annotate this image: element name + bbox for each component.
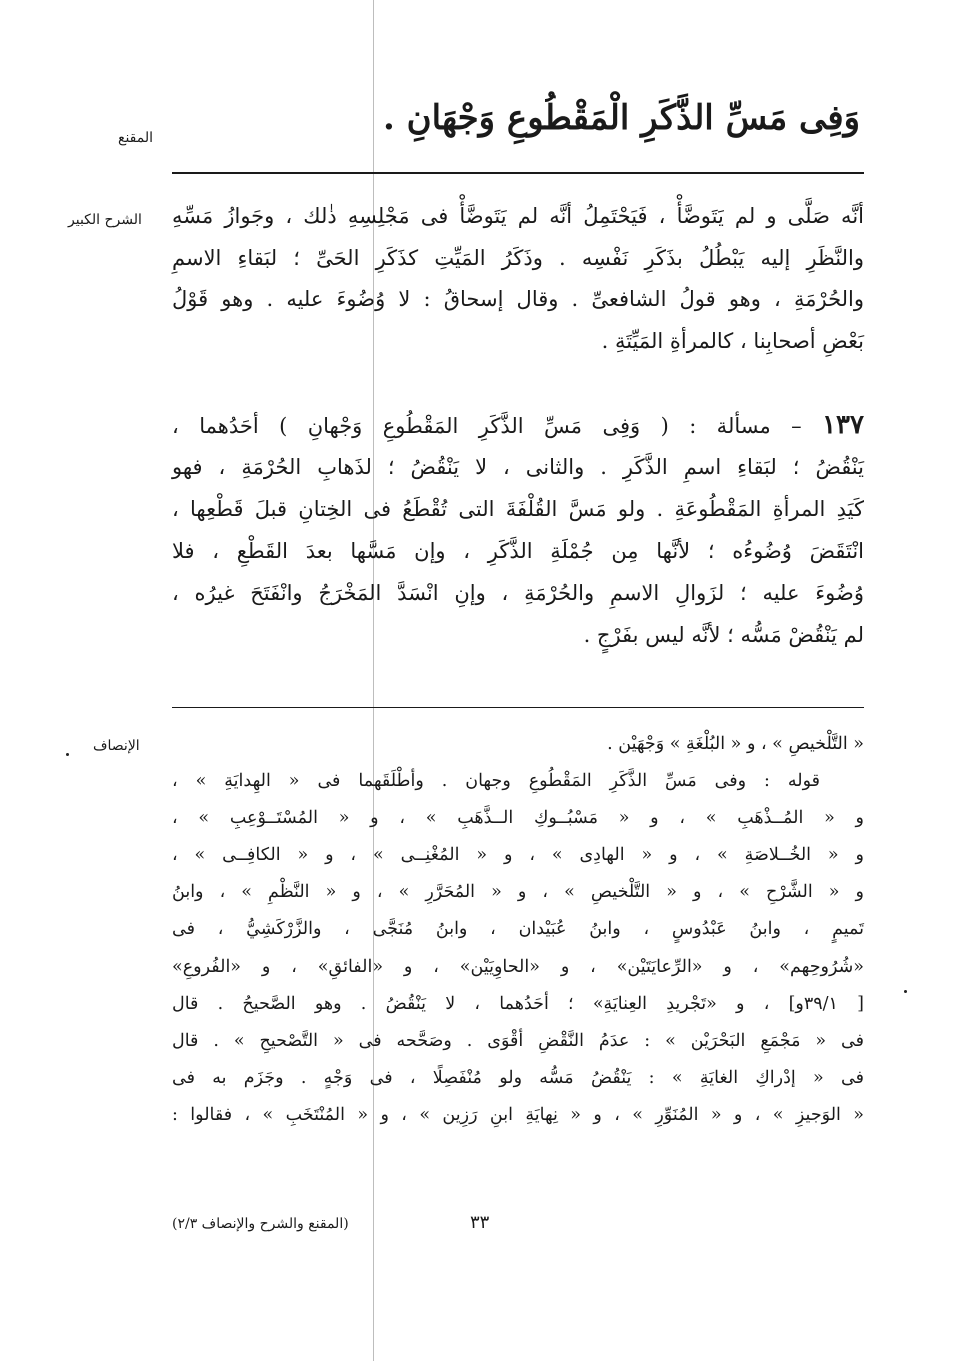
sharh-line: أنَّه صَلَّى و لم يَتَوضَّأْ ، فَيَحْتَمِلُ أنَّه لم يَتَوضَّأْ فى مَجْلِسِهِ ذٰلك ، وجَوازُ مَسِّهِ [172,204,864,228]
title-divider [172,172,864,174]
insaf-line: قوله : وفى مَسِّ الذَّكَرِ المَقْطُوعِ وجهان . وأطْلَقَهما فى « الهِدايَةِ » ، [172,771,820,792]
insaf-line: « التَّلْخيصِ » ، و « البُلْغَةِ » وَجْهَيْن . [607,734,864,754]
page-number: ٣٣ [470,1212,490,1233]
insaf-line: و « الخُــلاصَةِ » ، و « الهادِى » ، و « المُغْنِــى » ، و « الكافِــى » ، [172,845,864,866]
sharh-text-block [172,196,864,362]
sharh-line: بَعْضِ أصحابِنا ، كالمرأةِ المَيِّتَةِ . [601,328,864,353]
insaf-line: و « الشَّرْحِ » ، و « التَّلْخيصِ » ، و « المُحَرَّرِ » ، و « النَّظْمِ » ، وابنُ [172,882,864,903]
masala-line: يَنْقُضُ ؛ لبَقاءِ اسمِ الذَّكَرِ . والثانى ، لا يَنْقُضُ ؛ لذَهابِ الحُرْمَةِ ، فهو [172,455,864,479]
insaf-line: فى « مَجْمَعِ البَحْرَيْن » : عدَمُ النَّقْضِ أقْوَى . وصَحَّحه فى « التَّصْحيحِ » . قال [172,1030,864,1051]
masala-number: ١٣٧ [822,410,864,440]
side-label-insaf: الإنصاف [93,738,140,754]
insaf-line: « الوَجيزِ » ، و « المُنَوِّرِ » ، و « نِهايَةِ ابنِ رَزِين » ، و « المُنْتَخَبِ » ، فقالوا : [172,1104,864,1125]
side-label-muqni: المقنع [118,130,154,146]
insaf-line: تَميمٍ ، وابنُ عَبْدُوسٍ ، وابنُ عُبَيْدان ، وابنُ مُنَجَّى ، والزَّرْكَشِيُّ ، فى [172,919,864,940]
insaf-line: و « المُــذْهَبِ » ، و « مَسْبُــوكِ الــذَّهَبِ » ، و « المُسْتَــوْعِبِ » ، [172,808,864,829]
section-divider [172,707,864,708]
insaf-text-block [172,726,864,1134]
masala-heading: – مسألة : ( وَفِى مَسِّ الذَّكَرِ المَقْطُوعِ وَجْهانِ ) أحَدُهما ، [172,414,802,438]
masala-line: وُضُوءَ عليه ؛ لزَوالِ الاسمِ والحُرْمَةِ ، وإنِ انْسَدَّ المَخْرَجُ وانْفَتَحَ غيرُه ، [172,581,864,605]
insaf-line: فى « إدْراكِ الغايَةِ » : يَنْقُضُ مَسُّه ولو مُنْفَصِلًا ، فى وَجْهٍ . وجَزَم به فى [172,1067,864,1088]
masala-text-block [172,404,864,656]
masala-line: كَيَدِ المرأةِ المَقْطُوعَةِ . ولو مَسَّ القُلْفَةَ التى تُقْطَعُ فى الخِتانِ قبلَ قَطْعِها ، [172,497,864,521]
masala-line [172,404,864,446]
page-title: وَفِى مَسِّ الذَّكَرِ الْمَقْطُوعِ وَجْهَانِ . [382,98,860,138]
sharh-line: والحُرْمَةِ ، وهو قولُ الشافعىِّ . وقال إسحاقُ : لا وُضُوءَ عليه . وهو قَوْلُ [172,287,864,311]
book-reference: (المقنع والشرح والإنصاف ٢/٣) [172,1216,349,1232]
speck-mark [904,990,907,993]
insaf-line: «شُرُوحِهم» ، و «الرِّعايَتَيْن» ، و «الحاوِيَيْن» ، و «الفائقِ» ، و «الفُروعِ» [172,956,864,977]
speck-mark [66,753,69,756]
insaf-line: [ ٣٩/١و] ، و «تَجْريدِ العِنايَةِ» ؛ أحَدُهما ، لا يَنْقُضُ . وهو الصَّحيحُ . قال [172,993,865,1014]
masala-line: انْتَقَضَ وُضُوءُه ؛ لأنَّها مِن جُمْلَةِ الذَّكَرِ ، وإن مَسَّها بعدَ القَطْعِ ، فلا [172,539,864,563]
sharh-line: والنَّظَرِ إليه يَبْطُلُ بذَكَرِ نَفْسِه . وذَكَرُ المَيِّتِ كذَكَرِ الحَىِّ ؛ لبَقاءِ الاسمِ [172,245,864,270]
masala-line: لم يَنْقُضْ مَسُّه ؛ لأنَّه ليس بفَرْجٍ . [583,623,864,647]
side-label-sharh-kabir: الشرح الكبير [68,212,142,228]
